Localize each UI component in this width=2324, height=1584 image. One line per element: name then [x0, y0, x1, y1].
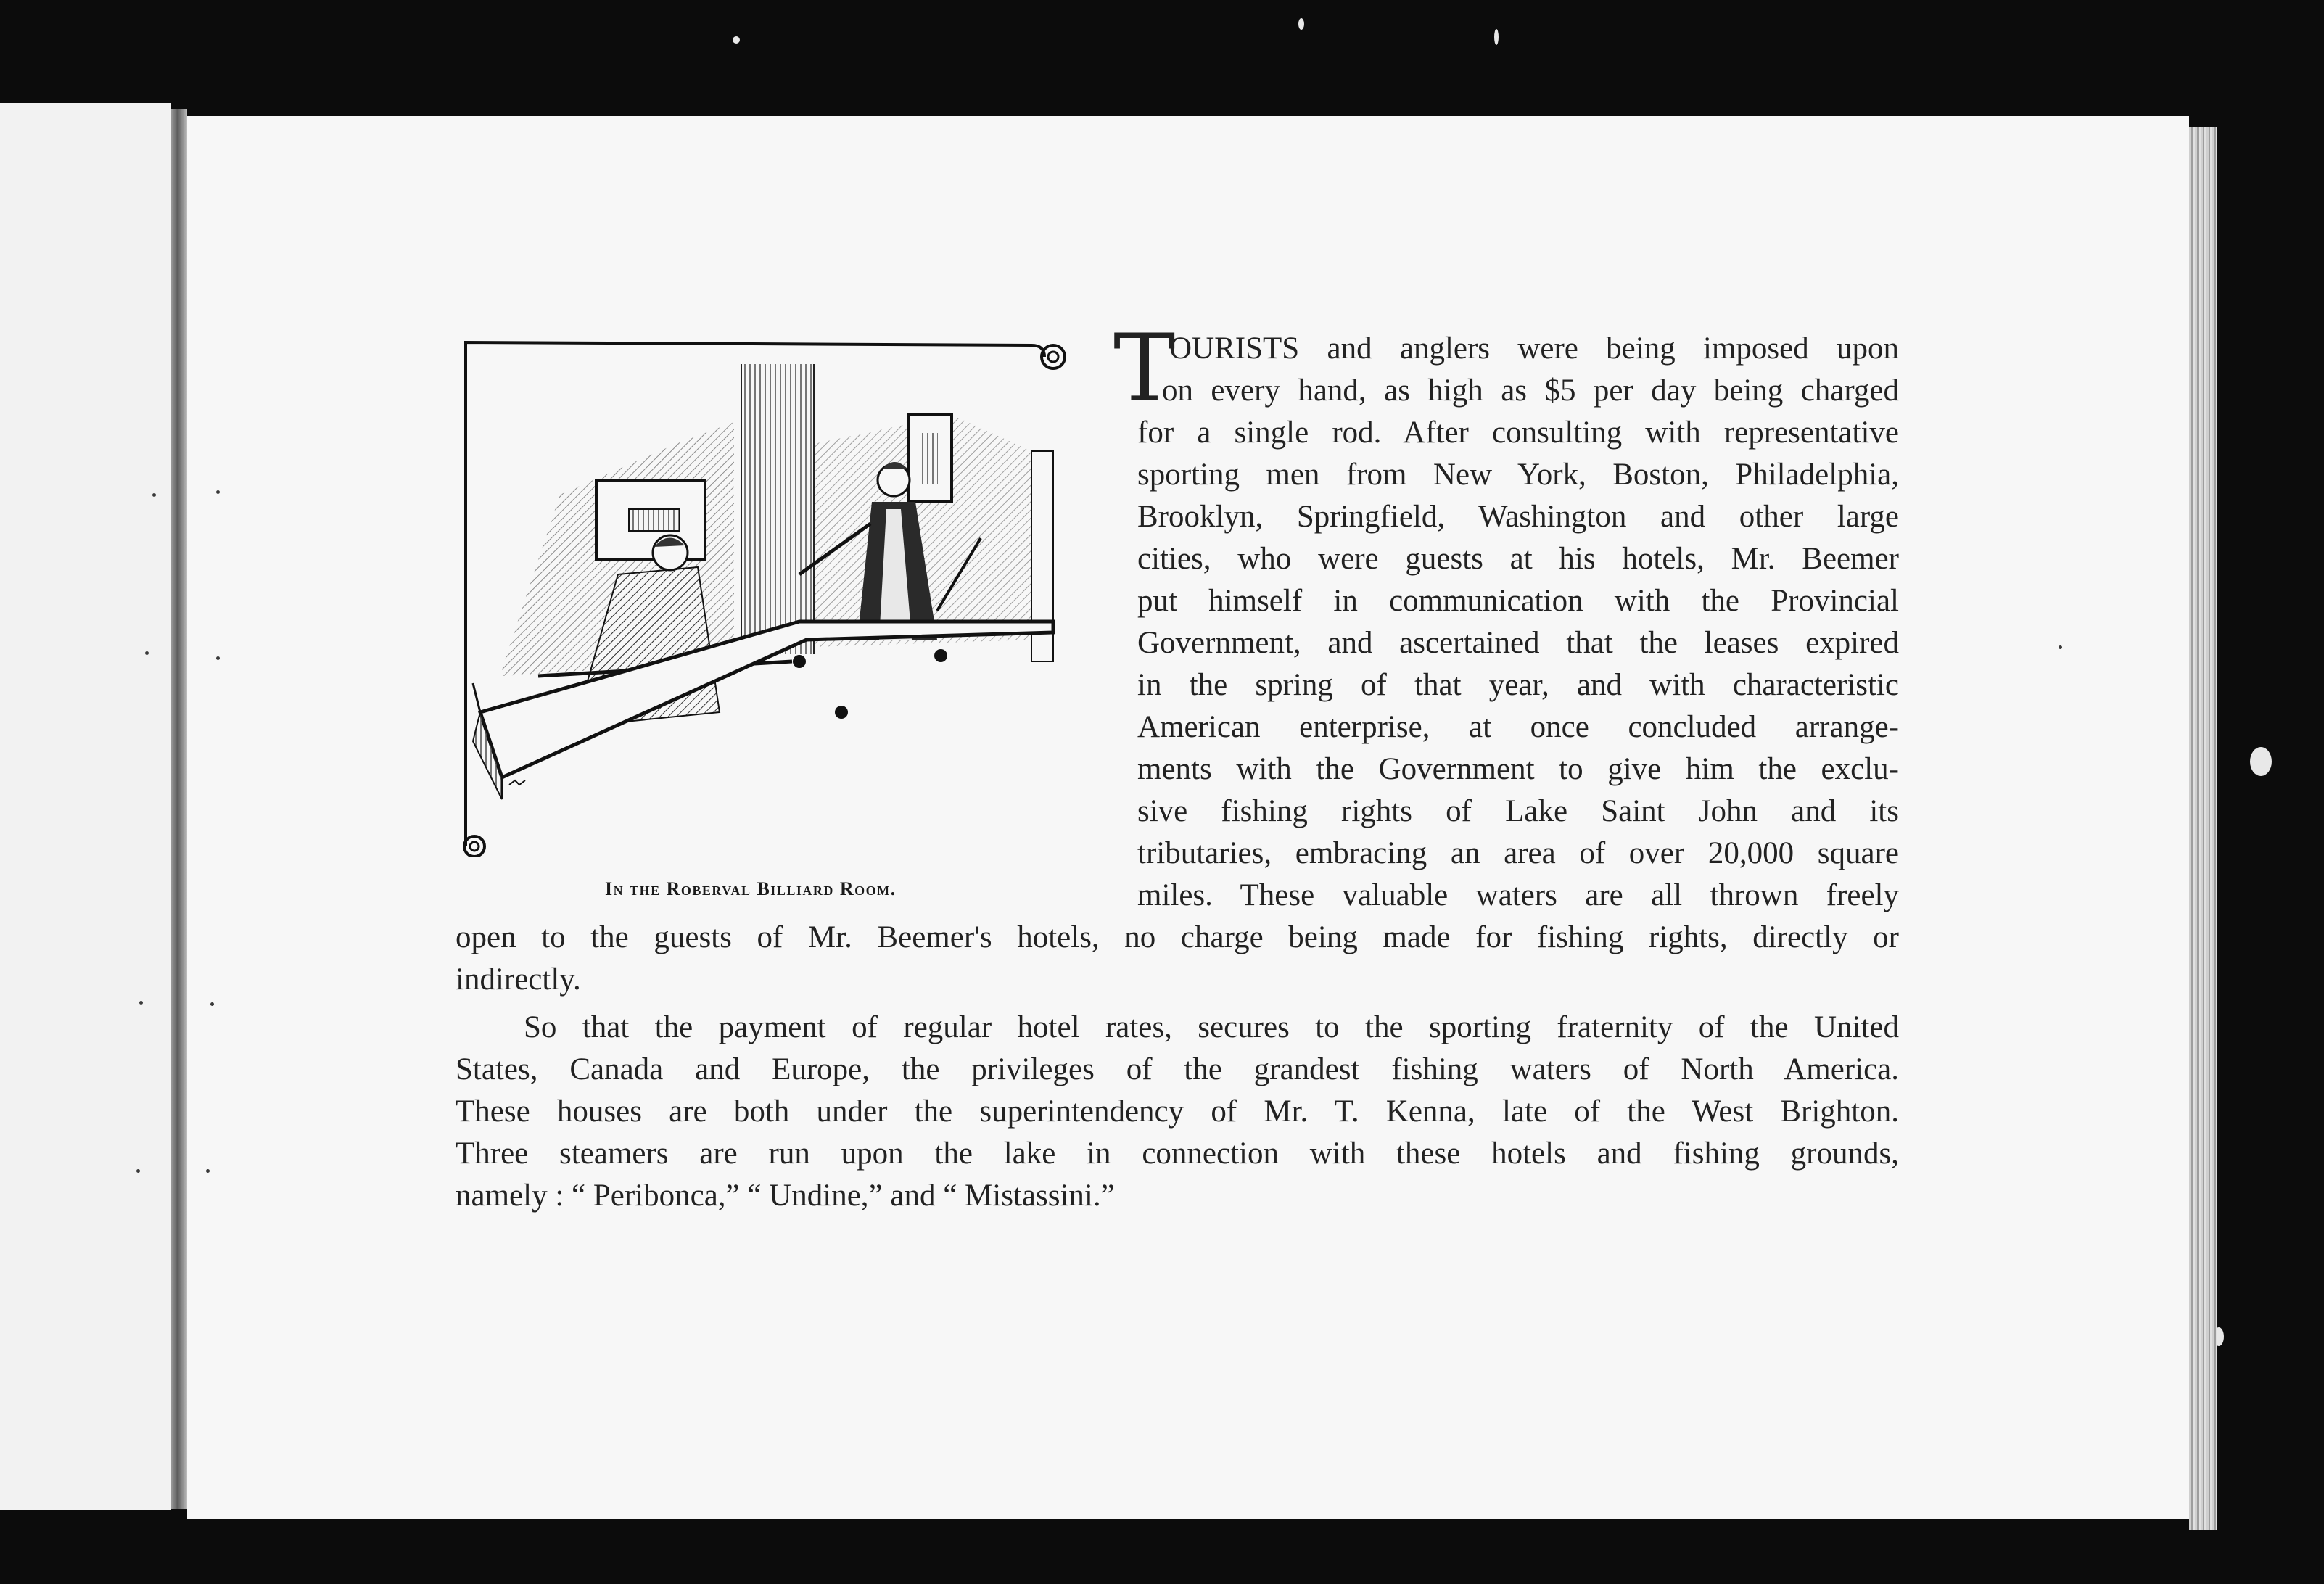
margin-dot	[216, 656, 220, 660]
text-line: miles. These valuable waters are all thrown freely	[1137, 878, 1899, 912]
text-line: tributaries, embracing an area of over 20,000 square	[1137, 836, 1899, 870]
text-line: So that the payment of regular hotel rates, secures to the sporting fraternity of the United	[524, 1010, 1899, 1044]
text-line: cities, who were guests at his hotels, Mr. Beemer	[1137, 542, 1899, 576]
text-line: in the spring of that year, and with characteristic	[1137, 668, 1899, 702]
text-line: Brooklyn, Springfield, Washington and other large	[1137, 500, 1899, 534]
text-line: on every hand, as high as $5 per day being charged	[1162, 374, 1899, 408]
text-line: Three steamers are run upon the lake in connection with these hotels and fishing grounds,	[456, 1137, 1899, 1171]
text-line: Government, and ascertained that the leases expired	[1137, 626, 1899, 660]
scan-speck	[1494, 29, 1499, 45]
scan-speck	[733, 36, 740, 44]
text-line: indirectly.	[456, 962, 581, 997]
text-line: sive fishing rights of Lake Saint John and its	[1137, 794, 1899, 828]
margin-dot	[216, 490, 220, 494]
margin-dot	[2059, 645, 2062, 649]
text-line: for a single rod. After consulting with representative	[1137, 416, 1899, 450]
margin-dot	[145, 651, 149, 655]
book-gutter	[171, 109, 187, 1509]
drop-cap: T	[1113, 315, 1176, 423]
paragraph-1-wrapped	[1137, 328, 1899, 917]
margin-dot	[139, 1001, 143, 1005]
text-line: American enterprise, at once concluded arrange-	[1137, 710, 1899, 744]
text-line: OURISTS and anglers were being imposed upon	[1169, 331, 1899, 366]
billiard-room-illustration	[458, 335, 1097, 857]
text-line: sporting men from New York, Boston, Philadelphia,	[1137, 458, 1899, 492]
left-page	[0, 103, 171, 1510]
margin-dot	[206, 1169, 210, 1173]
text-line: States, Canada and Europe, the privileges of the grandest fishing waters of North America.	[456, 1052, 1899, 1086]
text-line: put himself in communication with the Provincial	[1137, 584, 1899, 618]
page-edge	[2189, 127, 2217, 1530]
text-line: open to the guests of Mr. Beemer's hotels, no charge being made for fishing rights, directly or	[456, 920, 1899, 954]
margin-dot	[152, 493, 156, 497]
margin-dot	[136, 1169, 140, 1173]
margin-dot	[210, 1002, 214, 1006]
scan-speck	[2250, 747, 2272, 776]
text-line: ments with the Government to give him the exclu-	[1137, 752, 1899, 786]
text-line: namely : “ Peribonca,” “ Undine,” and “ Mistassini.”	[456, 1179, 1115, 1213]
scan-speck	[1298, 18, 1304, 30]
illustration-caption: In the Roberval Billiard Room.	[605, 878, 897, 899]
text-line: These houses are both under the superintendency of Mr. T. Kenna, late of the West Brighton.	[456, 1094, 1899, 1129]
